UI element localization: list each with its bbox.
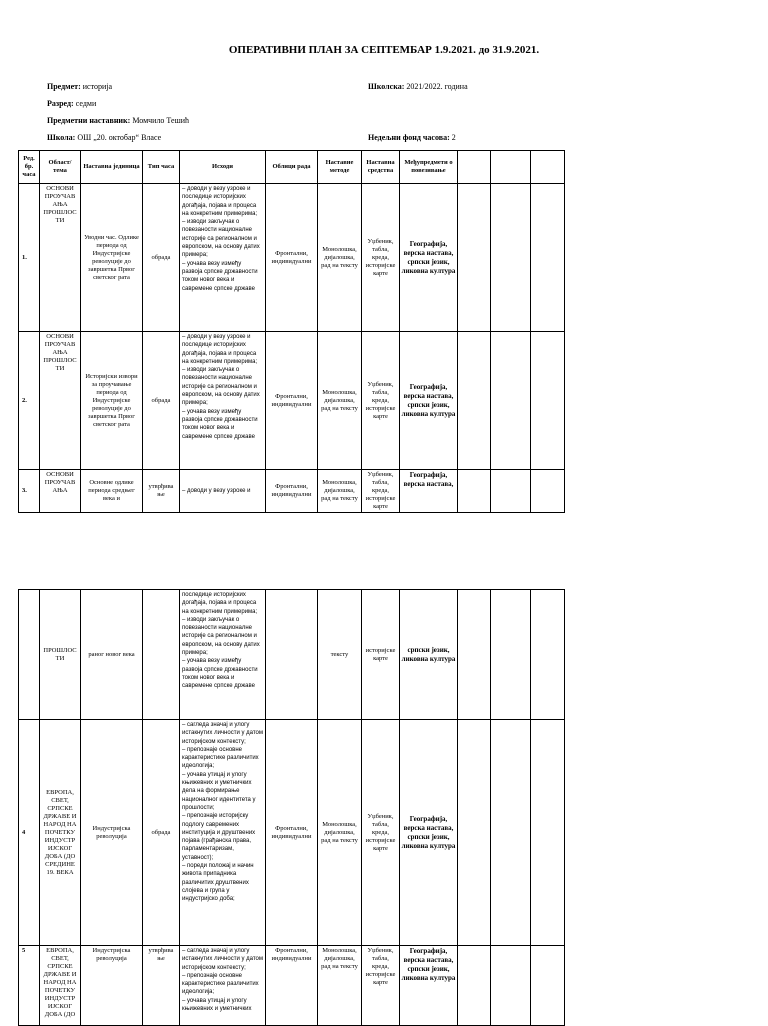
empty-cell: [491, 946, 531, 1026]
table-row: [19, 470, 565, 513]
work-forms: Фронтални, индивидуални: [266, 470, 318, 513]
col-header: [531, 151, 565, 184]
lesson-unit: Уводни час. Одлике периода од Индустријске револуције до завршетка Првог светског рата: [81, 184, 143, 332]
col-header: [491, 151, 531, 184]
work-forms: [266, 590, 318, 720]
empty-cell: [458, 332, 491, 470]
col-header: Ред. бр. часа: [19, 151, 40, 184]
outcome-item: – препознаје основне карактеристике различитих идеологија;: [182, 972, 259, 996]
empty-cell: [531, 946, 565, 1026]
col-header: Област/ тема: [40, 151, 81, 184]
outcome-item: – уочава утицај и улогу књижевних и уметничких дела на формирање националног идентитета у прошлости;: [182, 771, 256, 811]
topic-area: ЕВРОПА, СВЕТ, СРПСКЕ ДРЖАВЕ И НАРОД НА ПОЧЕТКУ ИНДУСТР ИЈСКОГ ДОБА (ДО: [40, 946, 81, 1026]
lesson-type: утврђива ње: [143, 946, 180, 1026]
subject-label: Предмет:: [47, 82, 81, 91]
col-header: Исходи: [180, 151, 266, 184]
outcome-item: – изводи закључак о повезаности националне историје са регионалном и европском, на основу датих примера;: [182, 367, 260, 407]
table-row: [19, 184, 565, 332]
teaching-methods: Монолошка, дијалошка, рад на тексту: [318, 332, 362, 470]
empty-cell: [491, 720, 531, 946]
lesson-type: [143, 590, 180, 720]
empty-cell: [458, 470, 491, 513]
lesson-unit: Историјски извори за проучавање периода од Индустријске револуције до завршетка Првог светског рата: [81, 332, 143, 470]
teaching-methods: Монолошка, дијалошка, рад на тексту: [318, 470, 362, 513]
lesson-type: утврђива ње: [143, 470, 180, 513]
subject-relations: Географија, верска настава, српски језик, ликовна култура: [400, 184, 458, 332]
page-title: ОПЕРАТИВНИ ПЛАН ЗА СЕПТЕМБАР 1.9.2021. до 31.9.2021.: [228, 44, 540, 56]
outcome-item: – сагледа значај и улогу истакнутих личности у датом историјском контексту;: [182, 722, 263, 745]
outcomes: – доводи у везу узроке и: [180, 470, 266, 513]
teaching-aids: Уџбеник, табла, креда, историјске карте: [362, 184, 400, 332]
col-header: Међупредмети о повезивање: [400, 151, 458, 184]
col-header: Тип часа: [143, 151, 180, 184]
outcomes: [180, 332, 266, 470]
outcome-item: – изводи закључак о повезаности националне историје са регионалном и европском, на основу датих примера;: [182, 616, 260, 657]
teaching-aids: историјске карте: [362, 590, 400, 720]
empty-cell: [458, 720, 491, 946]
year-line: [368, 82, 468, 91]
topic-area: ЕВРОПА, СВЕТ, СРПСКЕ ДРЖАВЕ И НАРОД НА ПОЧЕТКУ ИНДУСТР ИЈСКОГ ДОБА (ДО СРЕДИНЕ 19. ВЕКА: [40, 720, 81, 946]
lesson-type: обрада: [143, 332, 180, 470]
empty-cell: [458, 184, 491, 332]
subject-relations: Географија, верска настава, српски језик, ликовна култура: [400, 720, 458, 946]
work-forms: Фронтални, индивидуални: [266, 946, 318, 1026]
empty-cell: [491, 470, 531, 513]
col-header: Наставна јединица: [81, 151, 143, 184]
lesson-unit: Индустријска револуција: [81, 720, 143, 946]
outcome-item: – доводи у везу узроке и последице историјских догађаја, појава и процеса на конкретним примерима;: [182, 334, 258, 365]
topic-area: ОСНОВИ ПРОУЧАВ АЊА: [40, 470, 81, 513]
empty-cell: [531, 184, 565, 332]
lesson-number: 2.: [19, 332, 40, 470]
outcome-item: – уочава утицај и улогу књижевних и уметничких: [182, 997, 252, 1013]
grade-line: [47, 99, 96, 108]
outcome-item: – уочава везу између развоја српске државности током новог века и савремене српске државе: [182, 658, 258, 690]
weekly-value: 2: [451, 133, 456, 142]
school-label: Школа:: [47, 133, 76, 142]
teacher-label: Предметни наставник:: [47, 116, 131, 125]
school-line: [47, 133, 161, 142]
teaching-methods: Монолошка, дијалошка, рад на тексту: [318, 720, 362, 946]
subject-value: историја: [82, 82, 113, 91]
col-header: [458, 151, 491, 184]
lesson-type: обрада: [143, 184, 180, 332]
empty-cell: [531, 470, 565, 513]
col-header: Наставна средства: [362, 151, 400, 184]
empty-cell: [458, 946, 491, 1026]
empty-cell: [491, 590, 531, 720]
teacher-line: [47, 116, 189, 125]
outcomes: [180, 946, 266, 1026]
year-value: 2021/2022. година: [406, 82, 468, 91]
lesson-number: 3.: [19, 470, 40, 513]
lesson-unit: раног новог века: [81, 590, 143, 720]
weekly-label: Недељни фонд часова:: [368, 133, 450, 142]
table-row: [19, 332, 565, 470]
empty-cell: [491, 184, 531, 332]
plan-table-page-2: [18, 589, 565, 1026]
topic-area: ОСНОВИ ПРОУЧАВ АЊА ПРОШЛОС ТИ: [40, 332, 81, 470]
outcome-item: – сагледа значај и улогу истакнутих личности у датом историјском контексту;: [182, 948, 263, 971]
work-forms: Фронтални, индивидуални: [266, 332, 318, 470]
outcome-item: – уочава везу између развоја српске државности током новог века и савремене српске државе: [182, 260, 258, 292]
grade-value: седми: [75, 99, 97, 108]
weekly-line: [368, 133, 456, 142]
outcome-item: – препознаје основне карактеристике различитих идеологија;: [182, 746, 259, 770]
outcome-item: – пореди положај и начин живота припадника различитих друштвених слојева и група у индустријско доба;: [182, 863, 254, 903]
subject-relations: Географија, верска настава,: [400, 470, 458, 513]
teaching-aids: Уџбеник, табла, креда, историјске карте: [362, 332, 400, 470]
subject-relations: српски језик, ликовна култура: [400, 590, 458, 720]
grade-label: Разред:: [47, 99, 74, 108]
lesson-number: 4: [19, 720, 40, 946]
lesson-number: 1.: [19, 184, 40, 332]
teaching-methods: Монолошка, дијалошка, рад на тексту: [318, 946, 362, 1026]
lesson-number: 5: [19, 946, 40, 1026]
outcome-item: – уочава везу између развоја српске државности током новог века и савремене српске државе: [182, 408, 258, 440]
subject-relations: Географија, верска настава, српски језик, ликовна култура: [400, 946, 458, 1026]
school-value: ОШ „20. октобар“ Власе: [77, 133, 162, 142]
plan-table-page-1: [18, 150, 565, 513]
outcomes: [180, 590, 266, 720]
subject-line: [47, 82, 112, 91]
work-forms: Фронтални, индивидуални: [266, 720, 318, 946]
year-label: Школска:: [368, 82, 405, 91]
teaching-aids: Уџбеник, табла, креда, историјске карте: [362, 946, 400, 1026]
table-row: [19, 946, 565, 1026]
empty-cell: [531, 332, 565, 470]
outcome-item: последице историјских догађаја, појава и процеса на конкретним примерима;: [182, 592, 258, 615]
empty-cell: [531, 720, 565, 946]
teaching-aids: Уџбеник, табла, креда, историјске карте: [362, 720, 400, 946]
lesson-unit: Основне одлике периода средњег века и: [81, 470, 143, 513]
subject-relations: Географија, верска настава, српски језик, ликовна култура: [400, 332, 458, 470]
col-header: Наставне методе: [318, 151, 362, 184]
teaching-methods: Монолошка, дијалошка, рад на тексту: [318, 184, 362, 332]
lesson-type: обрада: [143, 720, 180, 946]
outcomes: [180, 184, 266, 332]
col-header: Облици рада: [266, 151, 318, 184]
empty-cell: [458, 590, 491, 720]
teacher-value: Момчило Тешић: [132, 116, 190, 125]
empty-cell: [491, 332, 531, 470]
teaching-methods: тексту: [318, 590, 362, 720]
outcomes: [180, 720, 266, 946]
topic-area: ОСНОВИ ПРОУЧАВ АЊА ПРОШЛОС ТИ: [40, 184, 81, 332]
work-forms: Фронтални, индивидуални: [266, 184, 318, 332]
table-row: [19, 590, 565, 720]
table-header-row: [19, 151, 565, 184]
outcome-item: – доводи у везу узроке и последице историјских догађаја, појава и процеса на конкретним примерима;: [182, 186, 258, 217]
lesson-unit: Индустријска револуција: [81, 946, 143, 1026]
teaching-aids: Уџбеник, табла, креда, историјске карте: [362, 470, 400, 513]
topic-area: ПРОШЛОС ТИ: [40, 590, 81, 720]
table-row: [19, 720, 565, 946]
outcome-item: – препознаје историјску подлогу савремених институција и друштвених појава (грађанска права, парламентаризам, уставност);: [182, 813, 256, 861]
outcome-item: – изводи закључак о повезаности националне историје са регионалном и европском, на основу датих примера;: [182, 219, 260, 259]
lesson-number: [19, 590, 40, 720]
empty-cell: [531, 590, 565, 720]
